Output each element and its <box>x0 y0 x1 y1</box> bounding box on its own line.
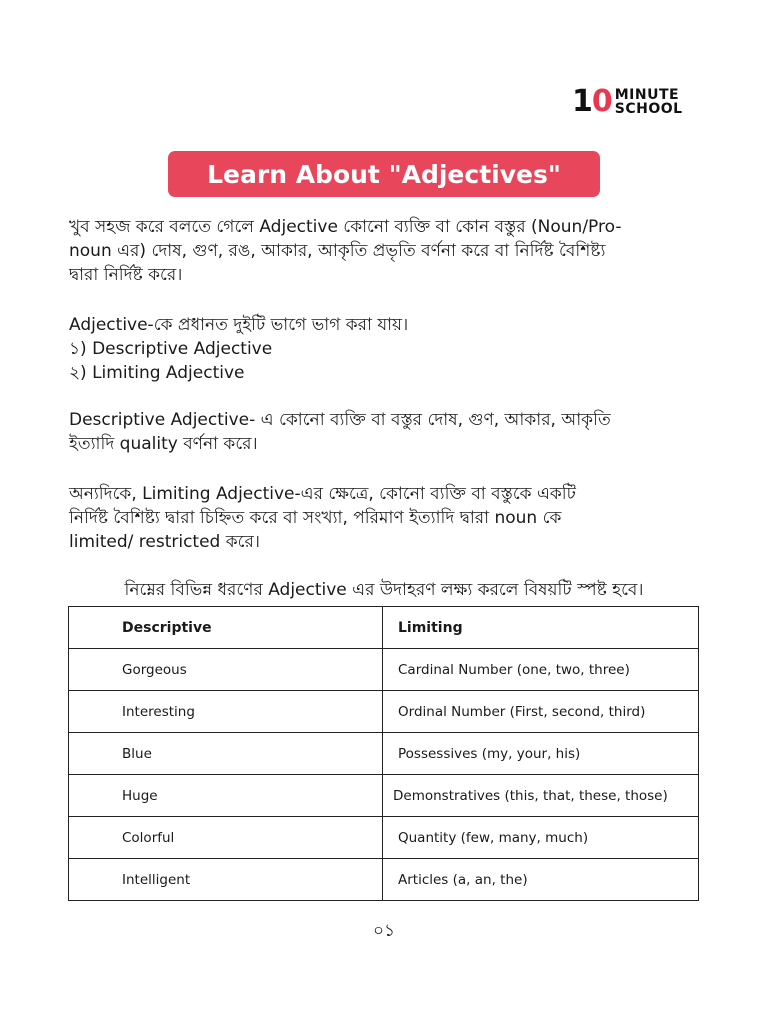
text-line: Adjective-কে প্রধানত দুইটি ভাগে ভাগ করা যায়। <box>69 315 409 335</box>
logo-digit-zero: 0 <box>591 84 612 119</box>
text-line: অন্যদিকে, Limiting Adjective-এর ক্ষেত্রে, কোনো ব্যক্তি বা বস্তুকে একটি <box>69 484 576 504</box>
text-line: খুব সহজ করে বলতে গেলে Adjective কোনো ব্যক্তি বা কোন বস্তুর (Noun/Pro- <box>69 217 622 237</box>
table-row <box>69 817 699 859</box>
text-line: নির্দিষ্ট বৈশিষ্ট্য দ্বারা চিহ্নিত করে বা সংখ্যা, পরিমাণ ইত্যাদি দ্বারা noun কে <box>69 508 562 528</box>
cell-limiting: Cardinal Number (one, two, three) <box>383 649 699 691</box>
logo-wordmark <box>615 88 683 116</box>
logo-line2: SCHOOL <box>614 101 683 117</box>
adjective-table <box>68 606 699 901</box>
logo-digit-one: 1 <box>572 84 592 119</box>
table-row <box>69 733 699 775</box>
cell-descriptive: Intelligent <box>69 859 383 901</box>
header-descriptive: Descriptive <box>69 607 383 649</box>
table-row <box>69 649 699 691</box>
page-number: ০১ <box>372 921 396 941</box>
text-line: ইত্যাদি quality বর্ণনা করে। <box>69 434 258 454</box>
list-item: ২) Limiting Adjective <box>69 363 245 383</box>
table-intro: নিম্নের বিভিন্ন ধরণের Adjective এর উদাহরণ লক্ষ্য করলে বিষয়টি স্পষ্ট হবে। <box>124 580 644 600</box>
text-line: limited/ restricted করে। <box>69 532 260 552</box>
table-row <box>69 859 699 901</box>
cell-descriptive: Colorful <box>69 817 383 859</box>
limiting-paragraph <box>69 482 699 554</box>
descriptive-paragraph <box>69 408 699 456</box>
cell-limiting: Demonstratives (this, that, these, those) <box>383 775 699 817</box>
definition-paragraph <box>69 215 699 287</box>
list-item: ১) Descriptive Adjective <box>69 339 273 359</box>
page-title: Learn About "Adjectives" <box>168 151 600 197</box>
logo-number <box>572 84 612 119</box>
table-row <box>69 775 699 817</box>
cell-limiting: Quantity (few, many, much) <box>383 817 699 859</box>
cell-descriptive: Huge <box>69 775 383 817</box>
header-limiting: Limiting <box>383 607 699 649</box>
table-row <box>69 691 699 733</box>
cell-limiting: Ordinal Number (First, second, third) <box>383 691 699 733</box>
types-paragraph <box>69 313 699 385</box>
table-header-row <box>69 607 699 649</box>
cell-descriptive: Gorgeous <box>69 649 383 691</box>
text-line: Descriptive Adjective- এ কোনো ব্যক্তি বা বস্তুর দোষ, গুণ, আকার, আকৃতি <box>69 410 611 430</box>
cell-limiting: Possessives (my, your, his) <box>383 733 699 775</box>
cell-descriptive: Interesting <box>69 691 383 733</box>
logo-line1: MINUTE <box>614 87 680 103</box>
text-line: noun এর) দোষ, গুণ, রঙ, আকার, আকৃতি প্রভৃতি বর্ণনা করে বা নির্দিষ্ট বৈশিষ্ট্য <box>69 241 606 261</box>
text-line: দ্বারা নির্দিষ্ট করে। <box>69 265 183 285</box>
brand-logo <box>572 84 683 120</box>
cell-limiting: Articles (a, an, the) <box>383 859 699 901</box>
cell-descriptive: Blue <box>69 733 383 775</box>
